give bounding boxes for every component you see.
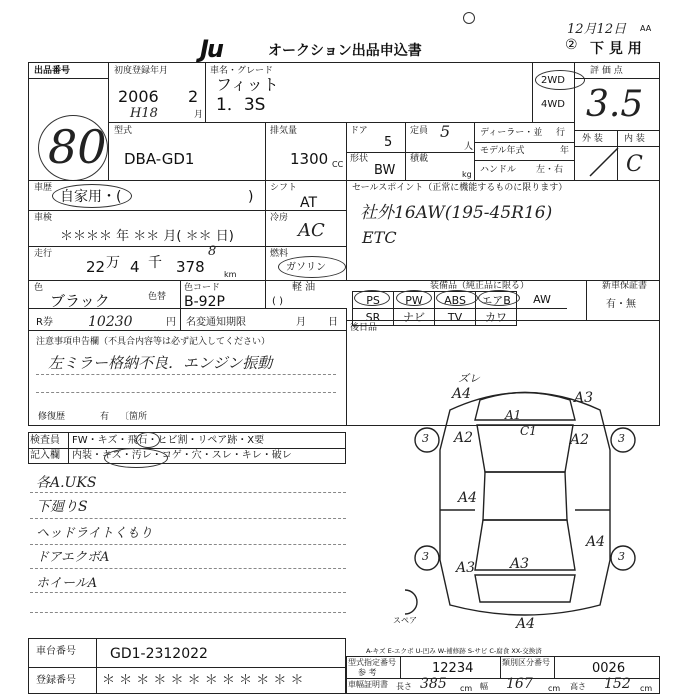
equipment-label: 装備品（純正品に限る） [430, 281, 530, 291]
mark-wheel-rl: 3 [422, 550, 429, 563]
mark-a3-left: A3 [456, 560, 476, 576]
mark-zure: ズレ [458, 372, 480, 385]
color-label: 色 [34, 283, 44, 293]
mark-wheel-fr: 3 [618, 432, 625, 445]
width-unit: cm [548, 684, 561, 693]
mark-a2-right: A2 [570, 432, 590, 448]
color-value: ブラック [50, 292, 110, 310]
name-change-day: 日 [328, 317, 338, 328]
mileage-sen: 4 [130, 258, 140, 276]
drive-selected-circle [535, 70, 585, 90]
fuel-value: ガソリン [286, 262, 326, 273]
usage-label: 車歴 [34, 183, 53, 193]
inspection-label: 車検 [34, 213, 53, 223]
doors-label: ドア [350, 126, 368, 136]
registration-month-unit: 月 [194, 110, 204, 120]
date-handwritten: 12月12日 [567, 22, 627, 37]
mark-a4-bottom: A4 [516, 616, 536, 632]
usage-value: 自家用・( [60, 189, 122, 205]
capacity-label: 定員 [410, 126, 429, 136]
mark-a3-rear: A3 [510, 556, 530, 572]
class-num-label: 類別区分番号 [502, 658, 550, 667]
stain-circle [104, 448, 168, 468]
notes-label: 注意事項申告欄（不具合内容等は必ず記入してください） [36, 337, 271, 347]
score-value: 3.5 [586, 84, 644, 125]
mark-wheel-rr: 3 [618, 550, 625, 563]
handle-label: ハンドル [480, 165, 517, 175]
equip-sr: SR [353, 309, 394, 326]
sales-point-label: セールスポイント（正常に機能するものに限ります） [352, 183, 568, 193]
capacity-unit: 人 [464, 142, 474, 152]
sales-point-line1: 社外16AW(195-45R16) [360, 203, 553, 223]
mileage-sen-unit: 千 [148, 255, 162, 271]
recycle-unit: 円 [166, 317, 176, 328]
spare-label: スペア [393, 616, 417, 625]
type-num-value: 12234 [432, 661, 474, 676]
color-num-label: 色替 [148, 292, 167, 302]
lane-label: 下 見 用 [590, 41, 642, 57]
length-unit: cm [460, 684, 473, 693]
dealer-value: 行 [556, 128, 566, 138]
inspection-value: ＊＊＊＊ 年 ＊＊ 月( ＊＊ 日) [60, 229, 234, 244]
drive-4wd: 4WD [541, 99, 565, 110]
equip-pw: PW [394, 292, 435, 309]
usage-close: ) [248, 189, 254, 205]
lot-label: 出品番号 [34, 66, 71, 76]
reg-label: 登録番号 [36, 675, 76, 686]
diagram-legend: A-キズ E-エクボ U-凹み W-補修跡 S-サビ C-腐食 XX-交換済 [366, 647, 542, 655]
mileage-rest: 378 [176, 258, 205, 276]
color-code: B-92P [184, 294, 225, 310]
fuel-alt: 軽 油 [292, 282, 316, 293]
form-title: オークション出品申込書 [268, 43, 422, 59]
equip-navi: ナビ [394, 309, 435, 326]
doors-value: 5 [384, 135, 393, 150]
length-label: 長さ [396, 682, 412, 691]
registration-label: 初度登録年月 [114, 66, 169, 76]
recycle-value: 10230 [88, 314, 133, 330]
name-change-month: 月 [296, 317, 306, 328]
date-suffix: AA [640, 24, 652, 33]
interior-label: 内 装 [624, 134, 645, 144]
notes-value: 左ミラー格納不良．エンジン振動 [48, 354, 273, 372]
entry-items: 内装・キズ・汚レ・コゲ・穴・スレ・キレ・破レ [72, 450, 292, 461]
mark-c1: C1 [520, 424, 537, 438]
ac-value: AC [298, 220, 325, 241]
height-value: 152 [604, 676, 631, 692]
warranty-label: 新車保証書 [602, 281, 648, 291]
fuel-alt-brackets: ( ) [272, 296, 283, 307]
comment-2: ヘッドライトくもり [36, 526, 153, 541]
score-label: 評 価 点 [590, 66, 623, 76]
dealer-label: ディーラー・並 [480, 128, 543, 138]
mileage-label: 走行 [34, 249, 53, 259]
interior-grade: C [626, 152, 643, 177]
mileage-man: 22 [86, 258, 106, 276]
chassis-label: 車台番号 [36, 646, 76, 657]
mileage-man-unit: 万 [106, 255, 120, 271]
repair-label: 修復歴 [38, 412, 66, 422]
pw-circle [396, 290, 432, 306]
mark-a3-top: A3 [574, 390, 594, 406]
width-value: 167 [506, 676, 533, 692]
after-fit-label: 後日品 [350, 323, 378, 333]
lot-number: 80 [48, 120, 107, 174]
mileage-note: 8 [208, 244, 217, 259]
mark-wheel-fl: 3 [422, 432, 429, 445]
exterior-label: 外 装 [582, 134, 603, 144]
model-name: フィット [216, 75, 279, 94]
reg-value: ＊ ＊ ＊ ＊ ＊ ＊ ＊ ＊ ＊ ＊ ＊ ＊ [102, 673, 304, 688]
model-label: 車名・グレード [210, 66, 274, 76]
model-year-label: モデル年式 [480, 146, 525, 156]
shape-label: 形状 [350, 154, 369, 164]
dims-label: 車幅証明書 [348, 680, 388, 689]
mark-a4-top: A4 [452, 386, 472, 402]
equip-aw: AW [517, 292, 568, 309]
warranty-value: 有・無 [606, 299, 636, 310]
punch-hole [463, 12, 475, 24]
ps-circle [354, 290, 390, 306]
mark-a4-left: A4 [458, 490, 478, 506]
repair-value: 有 [100, 412, 110, 422]
mileage-unit: km [224, 270, 237, 279]
handle-value: 左・右 [536, 165, 564, 175]
lane-mark: ② [565, 37, 578, 53]
comment-3: ドアエクボA [36, 550, 110, 565]
ac-label: 冷房 [270, 213, 289, 223]
model-grade: 1．3S [216, 95, 266, 115]
abs-circle [436, 290, 478, 306]
shift-value: AT [300, 195, 318, 211]
car-diagram [405, 380, 645, 620]
width-label: 幅 [480, 682, 488, 691]
mark-a2-left: A2 [454, 430, 474, 446]
recycle-label: R券 [36, 317, 53, 328]
mark-a4-right: A4 [586, 534, 606, 550]
type-value: DBA-GD1 [124, 150, 195, 168]
inspector-items: FW・キズ・飛石・ヒビ割・リペア跡・X要 [72, 435, 265, 446]
height-label: 高さ [570, 682, 586, 691]
lot-circle [38, 115, 108, 181]
shift-label: シフト [270, 183, 298, 193]
displacement-label: 排気量 [270, 126, 298, 136]
fuel-circle [278, 256, 346, 278]
sales-point-line2: ETC [362, 228, 397, 247]
type-num-label: 型式指定番号 [348, 658, 396, 667]
entry-label: 記入欄 [30, 450, 60, 461]
length-value: 385 [420, 676, 447, 692]
comment-1: 下廻りS [36, 499, 88, 515]
equip-airbag: エアB [476, 292, 517, 309]
comment-4: ホイールA [36, 576, 98, 591]
equip-abs: ABS [435, 292, 476, 309]
equip-tv: TV [435, 309, 476, 326]
mark-a1: A1 [505, 408, 522, 422]
stone-circle [136, 432, 160, 448]
drive-2wd: 2WD [541, 75, 565, 86]
displacement-value: 1300 [290, 150, 329, 168]
repair-bracket: 〔箇所 [120, 412, 148, 422]
displacement-unit: CC [332, 160, 344, 169]
equip-ps: PS [353, 292, 394, 309]
chassis-value: GD1-2312022 [110, 646, 208, 662]
type-label: 型式 [114, 126, 133, 136]
registration-year: 2006 [118, 87, 159, 106]
color-code-label: 色コード [184, 283, 221, 293]
name-change-label: 名変通知期限 [186, 317, 246, 328]
comment-0: 各A.UKS [36, 475, 97, 491]
shape-value: BW [374, 163, 396, 178]
airbag-circle [478, 290, 520, 306]
fuel-label: 燃料 [270, 249, 289, 259]
registration-era: H18 [130, 106, 158, 121]
type-ref-label: 参 考 [358, 668, 377, 677]
inspector-label: 検査員 [30, 435, 60, 446]
load-label: 積載 [410, 154, 429, 164]
logo: Ju [200, 35, 223, 63]
height-unit: cm [640, 684, 653, 693]
model-year-unit: 年 [560, 146, 570, 156]
usage-circle [52, 184, 132, 208]
equip-leather: カワ [476, 309, 517, 326]
capacity-value: 5 [440, 122, 451, 141]
class-num-value: 0026 [592, 661, 626, 676]
registration-month: 2 [188, 87, 199, 106]
load-unit: kg [462, 170, 472, 179]
exterior-slash [584, 146, 622, 178]
